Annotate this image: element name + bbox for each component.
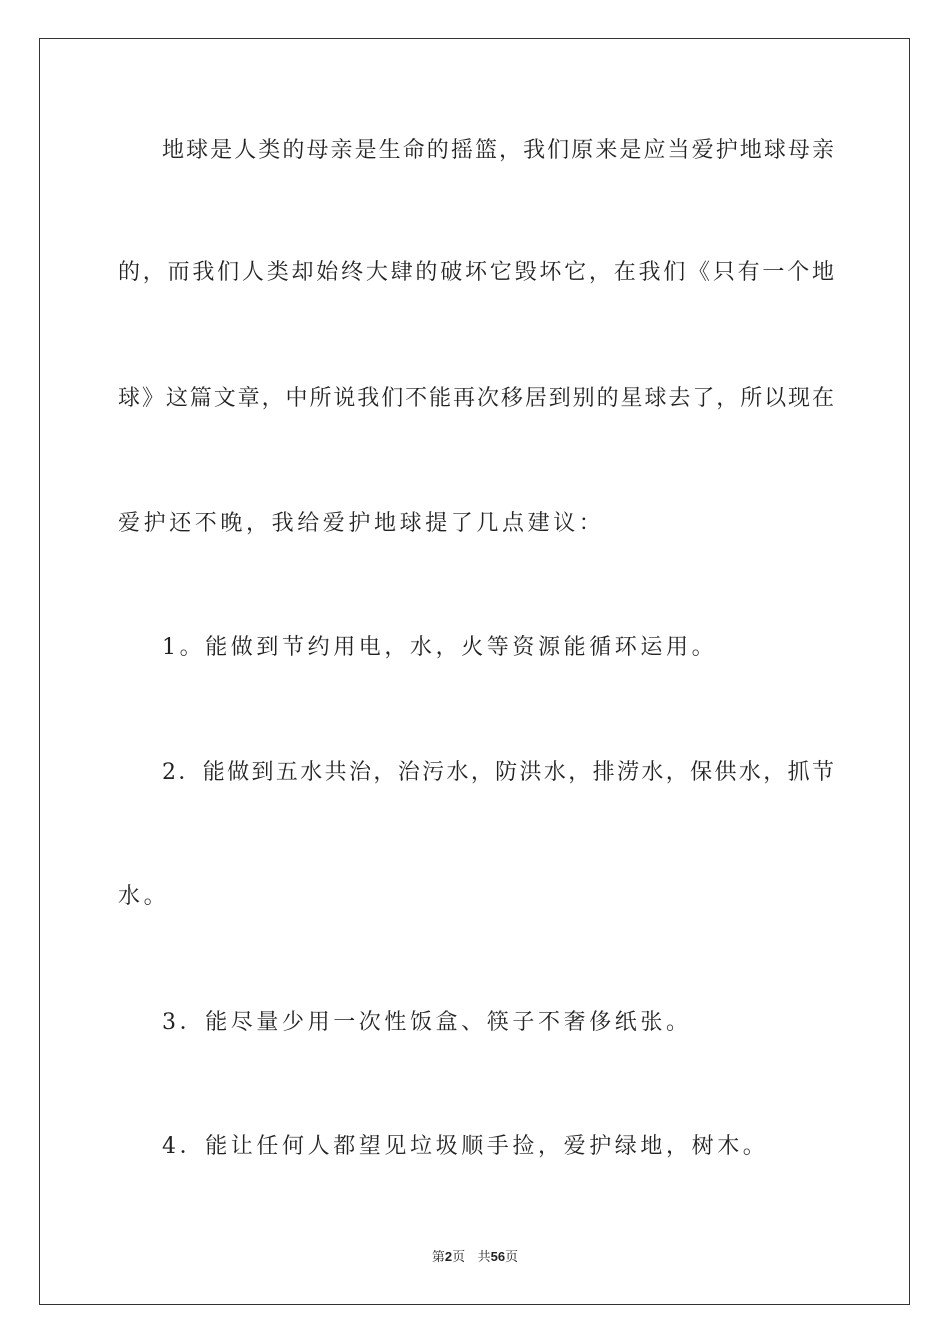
page-frame	[39, 38, 910, 1305]
list-item-2-continuation: 水。	[118, 884, 170, 909]
list-item-4: 4．能让任何人都望见垃圾顺手捡，爱护绿地，树木。	[162, 1134, 769, 1159]
list-item-3: 3．能尽量少用一次性饭盒、筷子不奢侈纸张。	[162, 1010, 692, 1035]
footer-page-number: 2	[444, 1249, 453, 1264]
footer-total-prefix: 共	[477, 1250, 491, 1265]
paragraph-line-2: 的，而我们人类却始终大肆的破坏它毁坏它，在我们《只有一个地	[118, 260, 834, 285]
paragraph-line-4: 爱护还不晚，我给爱护地球提了几点建议：	[118, 511, 605, 536]
paragraph-line-3: 球》这篇文章，中所说我们不能再次移居到别的星球去了，所以现在	[118, 386, 834, 411]
list-item-2: 2．能做到五水共治，治污水，防洪水，排涝水，保供水，抓节	[162, 760, 834, 785]
paragraph-line-1: 地球是人类的母亲是生命的摇篮，我们原来是应当爱护地球母亲	[162, 138, 834, 163]
footer-total-pages: 56	[490, 1249, 506, 1264]
list-item-1: 1。能做到节约用电，水，火等资源能循环运用。	[162, 635, 718, 660]
footer-total-suffix: 页	[505, 1250, 519, 1265]
page-footer	[0, 1248, 950, 1267]
footer-page-suffix: 页	[452, 1250, 466, 1265]
footer-page-prefix: 第	[431, 1250, 445, 1265]
